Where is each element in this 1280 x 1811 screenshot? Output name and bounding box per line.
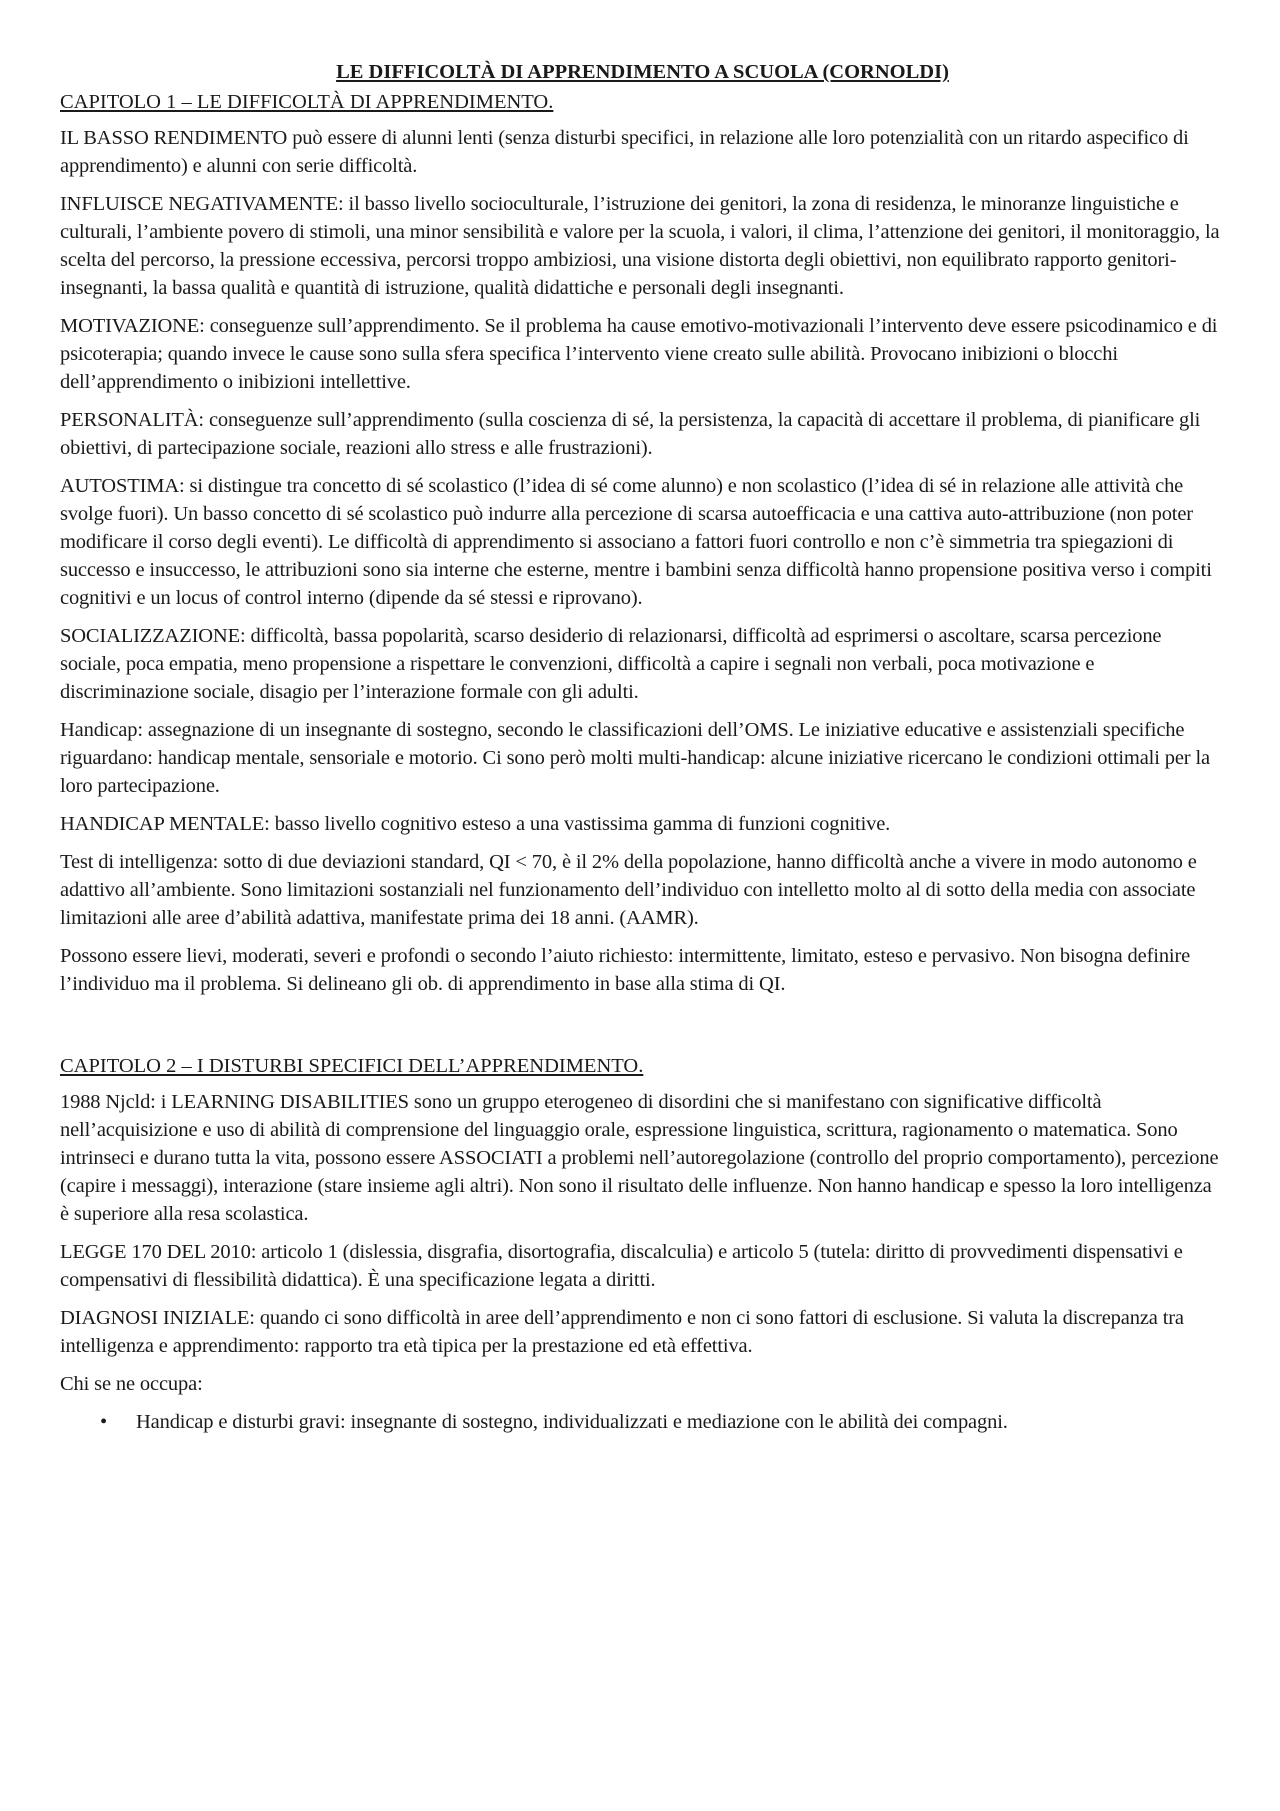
paragraph-test-intelligenza: Test di intelligenza: sotto di due deviazioni standard, QI < 70, è il 2% della popolazione, hanno difficoltà anche a vivere in modo autonomo e adattivo all’ambiente. Sono limitazioni sostanziali nel funzionamento dell’individuo con intelletto molto al di sotto della media con associate limitazioni alle aree d’abilità adattiva, manifestate prima dei 18 anni. (AAMR). [60, 851, 1197, 929]
paragraph-socializzazione: SOCIALIZZAZIONE: difficoltà, bassa popolarità, scarso desiderio di relazionarsi, difficoltà ad esprimersi o ascoltare, scarsa percezione sociale, poca empatia, meno propensione a rispettare le convenzioni, difficoltà a capire i segnali non verbali, poca motivazione e discriminazione sociale, disagio per l’interazione formale con gli adulti. [60, 625, 1162, 703]
paragraph-legge-170: LEGGE 170 DEL 2010: articolo 1 (dislessia, disgrafia, disortografia, discalculia) e articolo 5 (tutela: diritto di provvedimenti dispensativi e compensativi di flessibilità didattica). È una specificazione legata a diritti. [60, 1241, 1183, 1291]
chapter-1 [60, 88, 1225, 998]
chapter-2 [60, 1052, 1225, 1436]
chapter-2-heading: CAPITOLO 2 – I DISTURBI SPECIFICI DELL’APPRENDIMENTO. [60, 1055, 644, 1077]
list-item-text: Handicap e disturbi gravi: insegnante di sostegno, individualizzati e mediazione con le abilità dei compagni. [136, 1411, 1008, 1433]
document-title: LE DIFFICOLTÀ DI APPRENDIMENTO A SCUOLA (CORNOLDI) [336, 61, 949, 83]
list-item [60, 1408, 1225, 1436]
paragraph-chi-se-ne-occupa: Chi se ne occupa: [60, 1373, 203, 1395]
paragraph-autostima: AUTOSTIMA: si distingue tra concetto di sé scolastico (l’idea di sé come alunno) e non scolastico (l’idea di sé in relazione alle attività che svolge fuori). Un basso concetto di sé scolastico può indurre alla percezione di scarsa autoefficacia e una cattiva auto-attribuzione (non poter modificare il corso degli eventi). Le difficoltà di apprendimento si associano a fattori fuori controllo e non c’è simmetria tra spiegazioni di successo e insuccesso, le attribuzioni sono sia interne che esterne, mentre i bambini senza difficoltà hanno propensione positiva verso i compiti cognitivi e un locus of control interno (dipende da sé stessi e riprovano). [60, 475, 1212, 609]
paragraph-learning-disabilities: 1988 Njcld: i LEARNING DISABILITIES sono un gruppo eterogeneo di disordini che si manifestano con significative difficoltà nell’acquisizione e uso di abilità di comprensione del linguaggio orale, espressione linguistica, scrittura, ragionamento o matematica. Sono intrinseci e durano tutta la vita, possono essere ASSOCIATI a problemi nell’autoregolazione (controllo del proprio comportamento), percezione (capire i messaggi), interazione (stare insieme agli altri). Non sono il risultato delle influenze. Non hanno handicap e spesso la loro intelligenza è superiore alla resa scolastica. [60, 1091, 1219, 1225]
paragraph-influisce-negativamente: INFLUISCE NEGATIVAMENTE: il basso livello socioculturale, l’istruzione dei genitori, la zona di residenza, le minoranze linguistiche e culturali, l’ambiente povero di stimoli, una minor sensibilità e valore per la scuola, i valori, il clima, l’attenzione dei genitori, il monitoraggio, la scelta del percorso, la pressione eccessiva, percorsi troppo ambiziosi, una visione distorta degli obiettivi, non equilibrato rapporto genitori-insegnanti, la bassa qualità e quantità di istruzione, qualità didattiche e personali degli insegnanti. [60, 193, 1220, 299]
paragraph-personalita: PERSONALITÀ: conseguenze sull’apprendimento (sulla coscienza di sé, la persistenza, la capacità di accettare il problema, di pianificare gli obiettivi, di partecipazione sociale, reazioni allo stress e alle frustrazioni). [60, 409, 1201, 459]
paragraph-livelli: Possono essere lievi, moderati, severi e profondi o secondo l’aiuto richiesto: intermittente, limitato, esteso e pervasivo. Non bisogna definire l’individuo ma il problema. Si delineano gli ob. di apprendimento in base alla stima di QI. [60, 945, 1191, 995]
paragraph-handicap-mentale: HANDICAP MENTALE: basso livello cognitivo esteso a una vastissima gamma di funzioni cognitive. [60, 813, 891, 835]
document-content [60, 58, 1225, 1436]
bullet-list [60, 1408, 1225, 1436]
paragraph-diagnosi-iniziale: DIAGNOSI INIZIALE: quando ci sono difficoltà in aree dell’apprendimento e non ci sono fattori di esclusione. Si valuta la discrepanza tra intelligenza e apprendimento: rapporto tra età tipica per la prestazione ed età effettiva. [60, 1307, 1184, 1357]
chapter-1-heading: CAPITOLO 1 – LE DIFFICOLTÀ DI APPRENDIMENTO. [60, 91, 554, 113]
paragraph-motivazione: MOTIVAZIONE: conseguenze sull’apprendimento. Se il problema ha cause emotivo-motivazionali l’intervento deve essere psicodinamico e di psicoterapia; quando invece le cause sono sulla sfera specifica l’intervento viene creato sulle abilità. Provocano inibizioni o blocchi dell’apprendimento o inibizioni intellettive. [60, 315, 1218, 393]
paragraph-handicap: Handicap: assegnazione di un insegnante di sostegno, secondo le classificazioni dell’OMS. Le iniziative educative e assistenziali specifiche riguardano: handicap mentale, sensoriale e motorio. Ci sono però molti multi-handicap: alcune iniziative ricercano le condizioni ottimali per la loro partecipazione. [60, 719, 1210, 797]
paragraph-basso-rendimento: IL BASSO RENDIMENTO può essere di alunni lenti (senza disturbi specifici, in relazione alle loro potenzialità con un ritardo aspecifico di apprendimento) e alunni con serie difficoltà. [60, 127, 1189, 177]
bullet-marker: • [100, 1411, 108, 1433]
